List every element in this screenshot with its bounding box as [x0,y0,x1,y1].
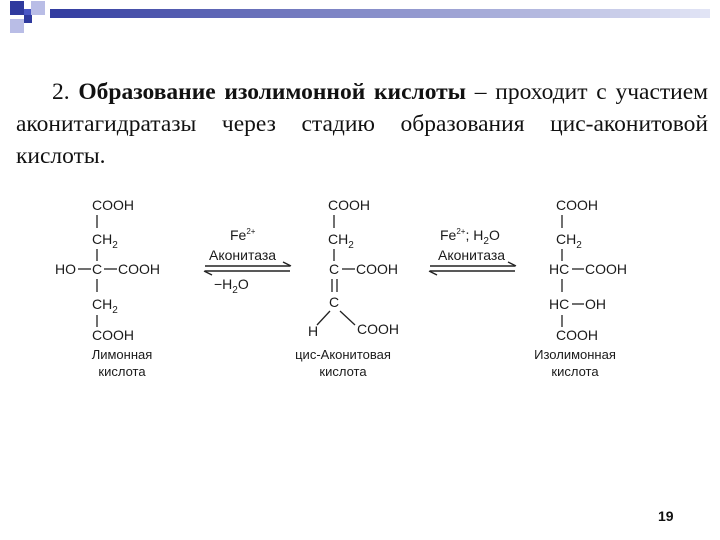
reaction-arrow-1 [204,227,291,296]
stripe-segment [370,9,380,18]
header-decoration [0,0,720,40]
stripe-segment [600,9,610,18]
stripe-segment [160,9,170,18]
deco-square [24,15,32,23]
cooh-group: COOH [357,321,399,337]
stripe-segment [700,9,710,18]
stripe-segment [120,9,130,18]
stripe-segment [380,9,390,18]
stripe-segment [280,9,290,18]
stripe-segment [650,9,660,18]
stripe-segment [300,9,310,18]
stripe-segment [90,9,100,18]
ch2-group: $CH_2$ [92,231,118,251]
ch2-group: $CH_2$ [556,231,582,251]
stripe-segment [530,9,540,18]
cooh-group: COOH [92,197,134,213]
ch-group: HC [549,296,570,312]
stripe-segment [340,9,350,18]
reaction-arrow-2 [429,227,516,275]
citric-acid-caption: Лимонная [91,347,153,362]
stripe-segment [390,9,400,18]
hydrogen-atom: H [308,323,319,339]
cooh-group: COOH [328,197,370,213]
stripe-segment [630,9,640,18]
stripe-segment [540,9,550,18]
stripe-segment [430,9,440,18]
cis-aconitic-acid-structure [295,197,399,379]
reaction-scheme [0,185,720,385]
stripe-segment [140,9,150,18]
stripe-segment [470,9,480,18]
deco-square [31,1,45,15]
stripe-segment [270,9,280,18]
paragraph-text: – проходит с участием аконитагидратазы через стадию образования цис-аконитовой кислоты. [16,79,709,169]
stripe-segment [640,9,650,18]
stripe-segment [560,9,570,18]
stripe-segment [400,9,410,18]
hydroxyl-group: HO [55,261,76,277]
stripe-segment [680,9,690,18]
stripe-segment [190,9,200,18]
stripe-segment [500,9,510,18]
citric-acid-structure [55,197,160,379]
stripe-segment [180,9,190,18]
water-loss-label: $-H_2O$ [214,276,249,296]
stripe-segment [420,9,430,18]
stripe-segment [210,9,220,18]
stripe-segment [200,9,210,18]
enzyme-label: Аконитаза [438,247,506,263]
stripe-segment [450,9,460,18]
stripe-segment [220,9,230,18]
stripe-segment [570,9,580,18]
cooh-group: COOH [118,261,160,277]
stripe-segment [50,9,60,18]
stripe-segment [410,9,420,18]
cooh-group: COOH [556,327,598,343]
deco-square [10,19,24,33]
cooh-group: COOH [356,261,398,277]
carbon-atom: C [329,261,340,277]
body-paragraph [16,76,708,172]
stripe-segment [610,9,620,18]
cis-aconitic-acid-caption: цис-Аконитовая [295,347,391,362]
deco-square [10,1,24,15]
corner-squares [10,1,45,33]
stripe-segment [480,9,490,18]
paragraph-bold-phrase: Образование изолимонной кислоты [78,79,467,105]
stripe-segment [230,9,240,18]
stripe-segment [290,9,300,18]
ch-group: HC [549,261,570,277]
stripe-segment [620,9,630,18]
stripe-segment [60,9,70,18]
ch2-group: $CH_2$ [328,231,354,251]
stripe-segment [660,9,670,18]
stripe-segment [320,9,330,18]
bond-line [317,311,330,325]
stripe-segment [100,9,110,18]
stripe-segment [260,9,270,18]
cooh-group: COOH [585,261,627,277]
cooh-group: COOH [556,197,598,213]
stripe-segment [170,9,180,18]
stripe-segment [130,9,140,18]
stripe-segment [590,9,600,18]
stripe-segment [460,9,470,18]
isocitric-acid-structure [534,197,627,379]
stripe-segment [110,9,120,18]
stripe-segment [490,9,500,18]
stripe-segment [670,9,680,18]
stripe-segment [440,9,450,18]
cooh-group: COOH [92,327,134,343]
page-number: 19 [658,508,674,524]
isocitric-acid-caption: кислота [551,364,599,379]
stripe-segment [240,9,250,18]
stripe-segment [250,9,260,18]
iron-cofactor: $Fe^{2+}$ [230,227,256,243]
stripe-segment [330,9,340,18]
stripe-segment [350,9,360,18]
stripe-segment [520,9,530,18]
ch2-group: $CH_2$ [92,296,118,316]
stripe-segment [150,9,160,18]
isocitric-acid-caption: Изолимонная [534,347,616,362]
stripe-segment [310,9,320,18]
carbon-atom: C [92,261,103,277]
bond-line [340,311,355,325]
cofactors-label: $Fe^{2+}$; $H_2O$ [440,227,500,247]
stripe-segment [80,9,90,18]
enzyme-label: Аконитаза [209,247,277,263]
header-stripe [50,9,710,18]
stripe-segment [70,9,80,18]
paragraph-number: 2. [52,79,70,105]
hydroxyl-group: OH [585,296,606,312]
stripe-segment [550,9,560,18]
stripe-segment [580,9,590,18]
stripe-segment [510,9,520,18]
cis-aconitic-acid-caption: кислота [319,364,367,379]
stripe-segment [690,9,700,18]
citric-acid-caption: кислота [98,364,146,379]
carbon-atom: C [329,294,340,310]
stripe-segment [360,9,370,18]
